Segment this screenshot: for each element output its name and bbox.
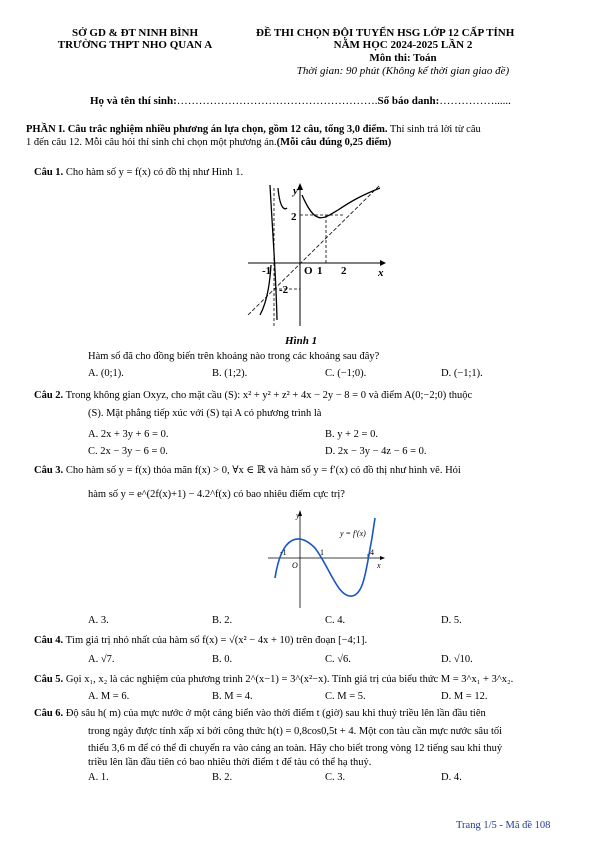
q1-option-c[interactable]: C. (−1;0).: [325, 368, 367, 379]
q5-option-c[interactable]: C. M = 5.: [325, 691, 366, 702]
origin-label: O: [292, 561, 298, 570]
question-2-line2: (S). Mặt phẳng tiếp xúc với (S) tại A có phương trình là: [88, 408, 322, 419]
exam-duration: Thời gian: 90 phút (Không kể thời gian giao đề): [296, 65, 510, 77]
figure-3-graph: [260, 508, 390, 610]
q6-option-c[interactable]: C. 3.: [325, 772, 346, 783]
q5-option-a[interactable]: A. M = 6.: [88, 691, 130, 702]
candidate-name-label: Họ và tên thí sinh:: [90, 95, 177, 107]
oblique-asymptote: [248, 185, 380, 315]
q4-option-d[interactable]: D. √10.: [441, 654, 473, 665]
q6-option-b[interactable]: B. 2.: [212, 772, 233, 783]
q5-option-b[interactable]: B. M = 4.: [212, 691, 253, 702]
school-year: NĂM HỌC 2024-2025 LẦN 2: [333, 39, 473, 51]
q4-option-c[interactable]: C. √6.: [325, 654, 351, 665]
q1-option-a[interactable]: A. (0;1).: [88, 368, 124, 379]
curve-label: y = f′(x): [340, 529, 366, 538]
subject: Môn thi: Toán: [369, 52, 437, 64]
question-3: Câu 3. Cho hàm số y = f(x) thỏa mãn f(x) > 0, ∀x ∈ ℝ và hàm số y = f′(x) có đồ thị như hình vẽ. Hỏi: [34, 465, 461, 476]
figure-1-graph: [240, 180, 390, 328]
figure-1-caption: Hình 1: [285, 335, 318, 347]
q4-option-b[interactable]: B. 0.: [212, 654, 233, 665]
exam-title: ĐỀ THI CHỌN ĐỘI TUYỂN HSG LỚP 12 CẤP TỈNH: [256, 27, 515, 39]
tick-y-minus-2: -2: [279, 284, 289, 296]
question-6-line3: thiểu 3,6 m để có thể đi chuyển ra vào cảng an toàn. Hãy cho biết trong vòng 12 tiếng sau khi thuỷ: [88, 743, 503, 754]
y-axis-label: y: [296, 511, 300, 520]
tick-x-2: 2: [341, 265, 347, 277]
q5-option-d[interactable]: D. M = 12.: [441, 691, 488, 702]
tick-x-minus-1: -1: [262, 265, 272, 277]
department-name: SỞ GD & ĐT NINH BÌNH: [71, 27, 198, 39]
tick-x-minus-1: -1: [280, 548, 287, 557]
origin-label: O: [304, 265, 313, 277]
candidate-id-label: Số báo danh:: [377, 95, 440, 107]
question-3-line2: hàm số y = e^(2f(x)+1) − 4.2^f(x) có bao nhiêu điểm cực trị?: [88, 489, 345, 500]
q2-option-a[interactable]: A. 2x + 3y + 6 = 0.: [88, 429, 169, 440]
question-2: Câu 2. Trong không gian Oxyz, cho mặt cầu (S): x² + y² + z² + 4x − 2y − 8 = 0 và điểm A(0;−2;0) thuộc: [34, 390, 473, 401]
x-axis-label: x: [377, 561, 381, 570]
question-5: Câu 5. Gọi x₁, x₂ là các nghiệm của phương trình 2^(x−1) = 3^(x²−x). Tính giá trị của biểu thức M = 3^x₁ + 3^x₂.: [34, 674, 514, 685]
part1-line1: PHẦN I. Câu trắc nghiệm nhiều phương án lựa chọn, gồm 12 câu, tổng 3,0 điểm. Thí sinh trả lời từ câu: [26, 124, 481, 135]
school-name: TRƯỜNG THPT NHO QUAN A: [57, 39, 213, 51]
q2-option-c[interactable]: C. 2x − 3y − 6 = 0.: [88, 446, 168, 457]
q1-option-d[interactable]: D. (−1;1).: [441, 368, 483, 379]
x-axis-arrow: [380, 556, 385, 560]
question-6-line2: trong ngày được tính xấp xỉ bởi công thức h(t) = 0,8cos0,5t + 4. Một con tàu cần mực nước sâu tối: [88, 726, 503, 737]
x-axis-label: x: [378, 267, 384, 279]
curve-left: [270, 185, 277, 320]
y-axis-arrow: [297, 183, 303, 190]
q6-option-a[interactable]: A. 1.: [88, 772, 109, 783]
q3-option-a[interactable]: A. 3.: [88, 615, 109, 626]
q2-option-b[interactable]: B. y + 2 = 0.: [325, 429, 378, 440]
question-1-prompt: Hàm số đã cho đồng biến trên khoảng nào trong các khoảng sau đây?: [88, 351, 380, 362]
q4-option-a[interactable]: A. √7.: [88, 654, 115, 665]
x-axis-arrow: [380, 260, 386, 266]
q3-option-d[interactable]: D. 5.: [441, 615, 462, 626]
page-footer: Trang 1/5 - Mã đề 108: [456, 820, 551, 831]
tick-x-1: 1: [320, 548, 324, 557]
candidate-name-field[interactable]: ……………………………………………….: [176, 95, 378, 107]
tick-x-4: 4: [370, 548, 374, 557]
question-1: Câu 1. Cho hàm số y = f(x) có đồ thị như Hình 1.: [34, 167, 244, 178]
q6-option-d[interactable]: D. 4.: [441, 772, 462, 783]
question-6: Câu 6. Độ sâu h( m) của mực nước ở một cảng biển vào thời điểm t (giờ) sau khi thuỷ triều lên lần đầu tiên: [34, 708, 486, 719]
tick-y-2: 2: [291, 211, 297, 223]
q1-option-b[interactable]: B. (1;2).: [212, 368, 248, 379]
tick-x-1: 1: [317, 265, 323, 277]
q3-option-c[interactable]: C. 4.: [325, 615, 346, 626]
question-6-line4: triều lên lần đầu tiên có bao nhiêu thời điểm t để tàu có thể hạ thuỷ.: [88, 757, 372, 768]
question-4: Câu 4. Tìm giá trị nhỏ nhất của hàm số f(x) = √(x² − 4x + 10) trên đoạn [−4;1].: [34, 635, 368, 646]
part1-title: PHẦN I. Câu trắc nghiệm nhiều phương án lựa chọn, gồm 12 câu, tổng 3,0 điểm.: [26, 124, 388, 135]
q3-option-b[interactable]: B. 2.: [212, 615, 233, 626]
y-axis-label: y: [293, 185, 298, 197]
part1-line2: 1 đến câu 12. Mỗi câu hỏi thí sinh chỉ chọn một phương án.(Mỗi câu đúng 0,25 điểm): [26, 137, 392, 148]
candidate-id-field[interactable]: ……………......: [439, 95, 511, 107]
candidate-info: [90, 95, 511, 108]
q2-option-d[interactable]: D. 2x − 3y − 4z − 6 = 0.: [325, 446, 427, 457]
